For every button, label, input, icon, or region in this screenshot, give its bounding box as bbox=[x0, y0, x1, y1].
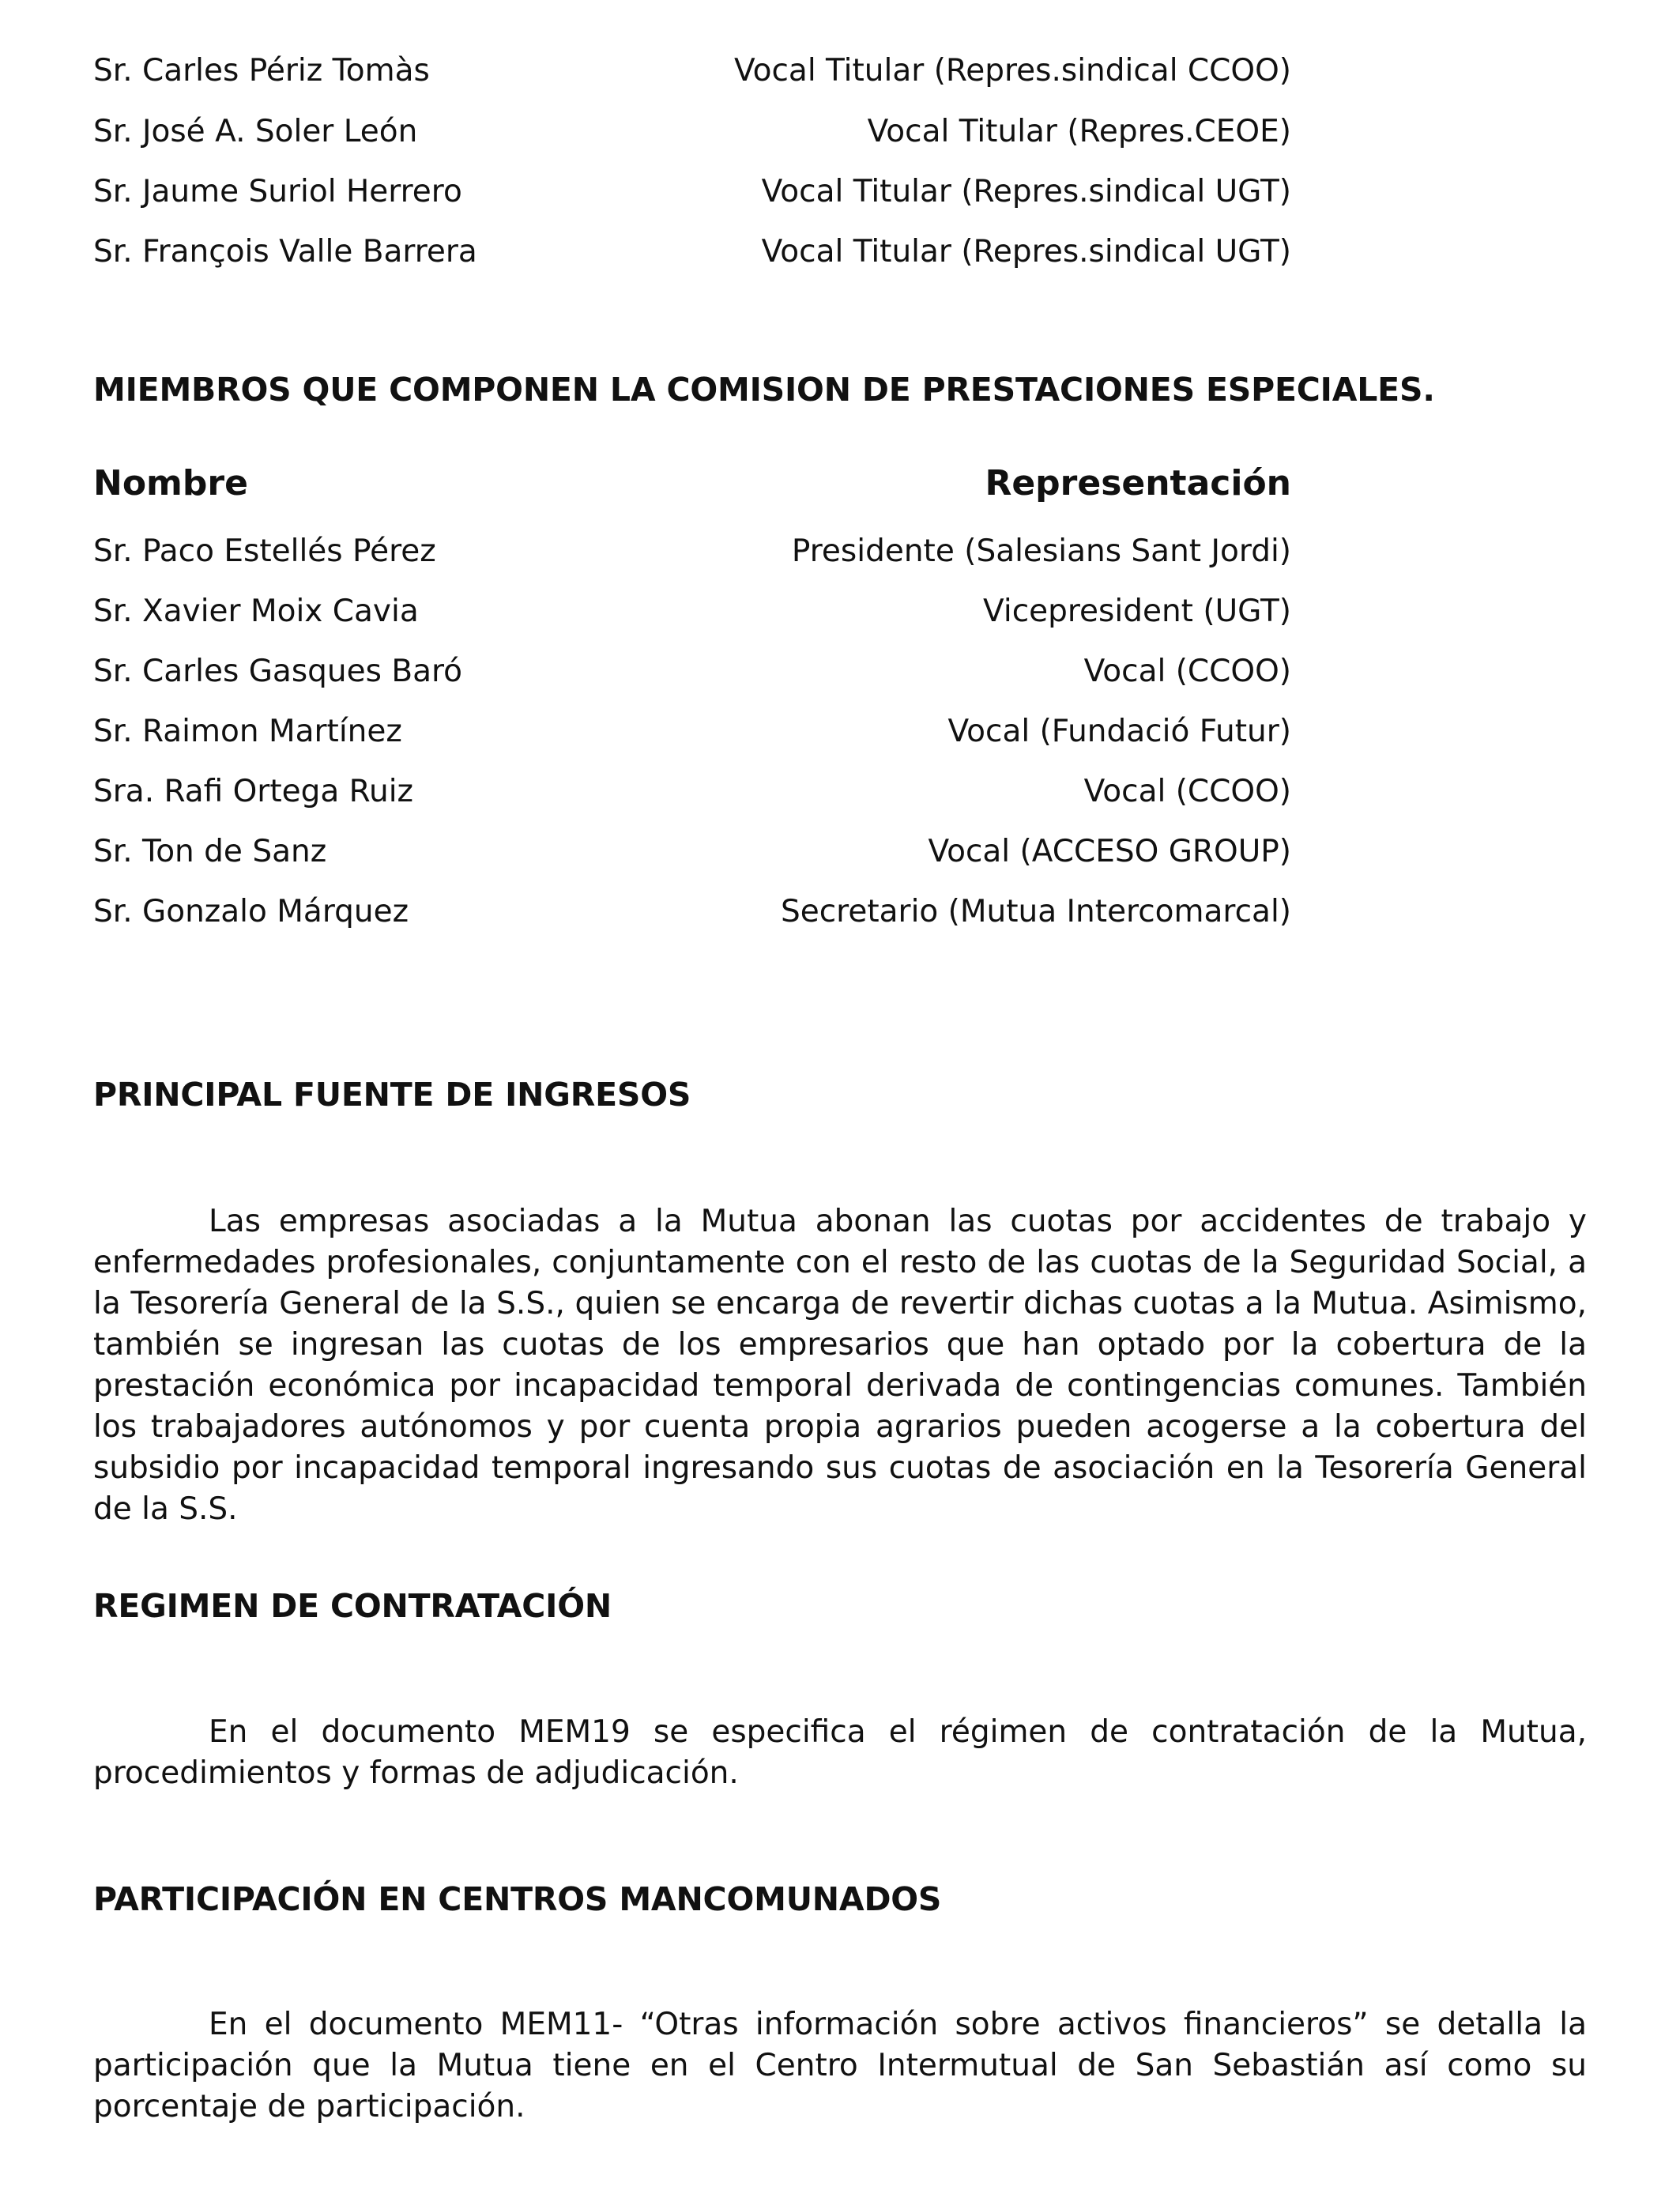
comision-heading: MIEMBROS QUE COMPONEN LA COMISION DE PRESTACIONES ESPECIALES. bbox=[93, 371, 1435, 409]
member-role: Vocal (ACCESO GROUP) bbox=[928, 834, 1291, 869]
member-role: Vocal (CCOO) bbox=[1083, 654, 1291, 689]
member-row bbox=[93, 108, 1291, 156]
member-row bbox=[93, 228, 1291, 276]
comision-member-row bbox=[93, 708, 1291, 756]
comision-column-headers bbox=[93, 460, 1291, 507]
member-name: Sra. Rafi Ortega Ruiz bbox=[93, 774, 414, 809]
contratacion-paragraph: En el documento MEM19 se especifica el régimen de contratación de la Mutua, procedimientos y formas de adjudicación. bbox=[93, 1714, 1587, 1791]
member-role: Vocal Titular (Repres.CEOE) bbox=[867, 114, 1291, 149]
member-name: Sr. José A. Soler León bbox=[93, 114, 418, 149]
comision-member-row bbox=[93, 588, 1291, 635]
column-header-name: Nombre bbox=[93, 463, 248, 503]
contratacion-heading: REGIMEN DE CONTRATACIÓN bbox=[93, 1587, 612, 1625]
ingresos-paragraph: Las empresas asociadas a la Mutua abonan las cuotas por accidentes de trabajo y enfermedades profesionales, conjuntamente con el resto de las cuotas de la Seguridad Social, a la Tesorería General de la S.S., quien se encarga de revertir dichas cuotas a la Mutua. Asimismo, también se ingresan las cuotas de los empresarios que han optado por la cobertura de la prestación económica por incapacidad temporal derivada de contingencias comunes. También los trabajadores autónomos y por cuenta propia agrarios pueden acogerse a la cobertura del subsidio por incapacidad temporal ingresando sus cuotas de asociación en la Tesorería General de la S.S. bbox=[93, 1204, 1587, 1527]
member-name: Sr. Ton de Sanz bbox=[93, 834, 327, 869]
centros-heading: PARTICIPACIÓN EN CENTROS MANCOMUNADOS bbox=[93, 1880, 942, 1918]
member-name: Sr. Carles Gasques Baró bbox=[93, 654, 463, 689]
comision-member-row bbox=[93, 528, 1291, 575]
column-header-role: Representación bbox=[985, 463, 1291, 503]
member-role: Vicepresident (UGT) bbox=[983, 594, 1291, 629]
comision-member-row bbox=[93, 888, 1291, 936]
member-name: Sr. Carles Périz Tomàs bbox=[93, 53, 430, 89]
member-role: Vocal (CCOO) bbox=[1083, 774, 1291, 809]
member-name: Sr. François Valle Barrera bbox=[93, 234, 477, 270]
member-name: Sr. Paco Estellés Pérez bbox=[93, 533, 436, 569]
member-role: Presidente (Salesians Sant Jordi) bbox=[791, 533, 1291, 569]
member-role: Vocal Titular (Repres.sindical UGT) bbox=[761, 234, 1291, 270]
member-role: Vocal Titular (Repres.sindical UGT) bbox=[761, 174, 1291, 209]
member-role: Secretario (Mutua Intercomarcal) bbox=[780, 894, 1291, 929]
ingresos-heading: PRINCIPAL FUENTE DE INGRESOS bbox=[93, 1076, 691, 1114]
member-row bbox=[93, 47, 1291, 95]
centros-paragraph: En el documento MEM11- “Otras información sobre activos financieros” se detalla la participación que la Mutua tiene en el Centro Intermutual de San Sebastián así como su porcentaje de participación. bbox=[93, 2007, 1587, 2124]
member-role: Vocal (Fundació Futur) bbox=[947, 714, 1291, 749]
member-name: Sr. Xavier Moix Cavia bbox=[93, 594, 419, 629]
member-name: Sr. Jaume Suriol Herrero bbox=[93, 174, 462, 209]
comision-member-row bbox=[93, 648, 1291, 696]
member-row bbox=[93, 168, 1291, 216]
member-name: Sr. Raimon Martínez bbox=[93, 714, 402, 749]
comision-member-row bbox=[93, 768, 1291, 816]
member-name: Sr. Gonzalo Márquez bbox=[93, 894, 409, 929]
comision-member-row bbox=[93, 828, 1291, 876]
member-role: Vocal Titular (Repres.sindical CCOO) bbox=[733, 53, 1291, 89]
